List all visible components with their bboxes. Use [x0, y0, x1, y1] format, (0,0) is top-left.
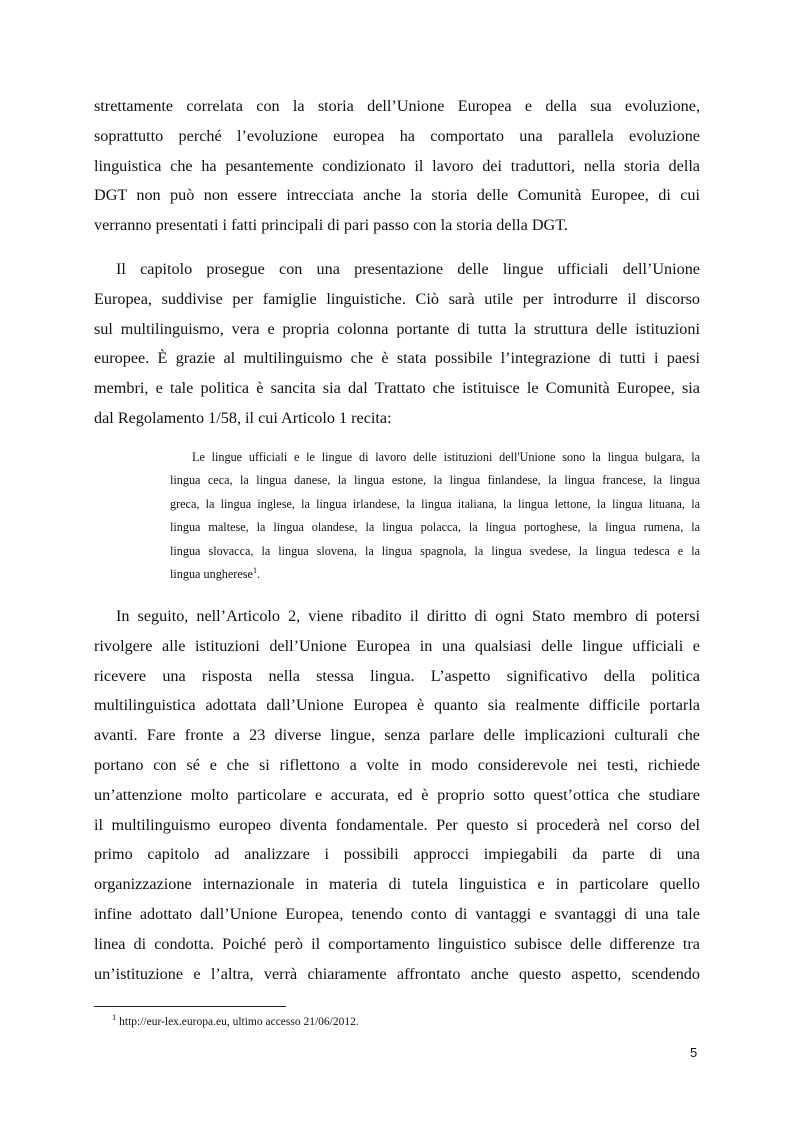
quote-line-text: lingua ungherese [170, 567, 253, 582]
block-quote [170, 446, 700, 586]
text-line: DGT non può non essere intrecciata anche la storia delle Comunità Europee, di cui [94, 186, 700, 205]
text-line: In seguito, nell’Articolo 2, viene ribadito il diritto di ogni Stato membro di potersi [116, 607, 700, 625]
footnote-number: 1 [112, 1012, 117, 1023]
text-line: linguistica che ha pesantemente condizionato il lavoro dei traduttori, nella storia della [94, 156, 700, 175]
text-line: il multilinguismo europeo diventa fondamentale. Per questo si procederà nel corso del [94, 815, 700, 834]
text-line: verranno presentati i fatti principali di pari passo con la storia della DGT. [94, 216, 568, 235]
text-line: Il capitolo prosegue con una presentazione delle lingue ufficiali dell’Unione [116, 260, 700, 278]
text-line: avanti. Fare fronte a 23 diverse lingue, senza parlare delle implicazioni culturali che [94, 726, 700, 745]
text-line: portano con sé e che si riflettono a volte in modo considerevole nei testi, richiede [94, 755, 700, 774]
text-line: dal Regolamento 1/58, il cui Articolo 1 recita: [94, 408, 392, 427]
text-line: primo capitolo ad analizzare i possibili approcci impiegabili da parte di una [94, 845, 700, 864]
text-line: membri, e tale politica è sancita sia dal Trattato che istituisce le Comunità Europee, sia [94, 379, 700, 398]
text-line: organizzazione internazionale in materia di tutela linguistica e in particolare quello [94, 875, 700, 894]
text-line: Europea, suddivise per famiglie linguistiche. Ciò sarà utile per introdurre il discorso [94, 289, 700, 308]
page-number: 5 [690, 1045, 698, 1060]
text-line: multilinguistica adottata dall’Unione Europea è quanto sia realmente difficile portarla [94, 696, 700, 715]
text-line: soprattutto perché l’evoluzione europea ha comportato una parallela evoluzione [94, 126, 700, 145]
text-line: un’attenzione molto particolare e accurata, ed è proprio sotto quest’ottica che studiare [94, 785, 700, 804]
text-line: strettamente correlata con la storia dell’Unione Europea e della sua evoluzione, [94, 97, 700, 115]
quote-line: Le lingue ufficiali e le lingue di lavoro delle istituzioni dell'Unione sono la lingua bulgara, la [192, 450, 700, 464]
footnote-reference[interactable]: 1 [252, 564, 258, 575]
text-line: un’istituzione e l’altra, verrà chiaramente affrontato anche questo aspetto, scendendo [94, 964, 700, 983]
paragraph-3 [94, 602, 700, 989]
paragraph-2 [94, 255, 700, 434]
footnote-text: http://eur-lex.europa.eu, ultimo accesso 21/06/2012. [116, 1016, 359, 1028]
quote-line: lingua ceca, la lingua danese, la lingua estone, la lingua finlandese, la lingua francese, la lingua [170, 473, 700, 488]
text-line: rivolgere alle istituzioni dell’Unione Europea in una qualsiasi delle lingue ufficiali e [94, 636, 700, 655]
quote-line: lingua slovacca, la lingua slovena, la lingua spagnola, la lingua svedese, la lingua tedesca e la [170, 543, 700, 558]
quote-line: greca, la lingua inglese, la lingua irlandese, la lingua italiana, la lingua lettone, la lingua lituana, la [170, 496, 700, 511]
text-line: europee. È grazie al multilinguismo che è stata possibile l’integrazione di tutti i paesi [94, 349, 700, 368]
quote-line: lingua maltese, la lingua olandese, la lingua polacca, la lingua portoghese, la lingua rumena, la [170, 520, 700, 535]
quote-line-last [170, 563, 700, 586]
text-line: infine adottato dall’Unione Europea, tenendo conto di vantaggi e svantaggi di una tale [94, 904, 700, 923]
text-line: linea di condotta. Poiché però il comportamento linguistico subisce delle differenze tra [94, 934, 700, 953]
footnote [112, 1014, 359, 1030]
footnote-divider [94, 1006, 286, 1007]
quote-line-end: . [257, 567, 261, 582]
paragraph-1 [94, 92, 700, 241]
text-line: sul multilinguismo, vera e propria colonna portante di tutta la struttura delle istituzioni [94, 319, 700, 338]
text-line: ricevere una risposta nella stessa lingua. L’aspetto significativo della politica [94, 666, 700, 685]
